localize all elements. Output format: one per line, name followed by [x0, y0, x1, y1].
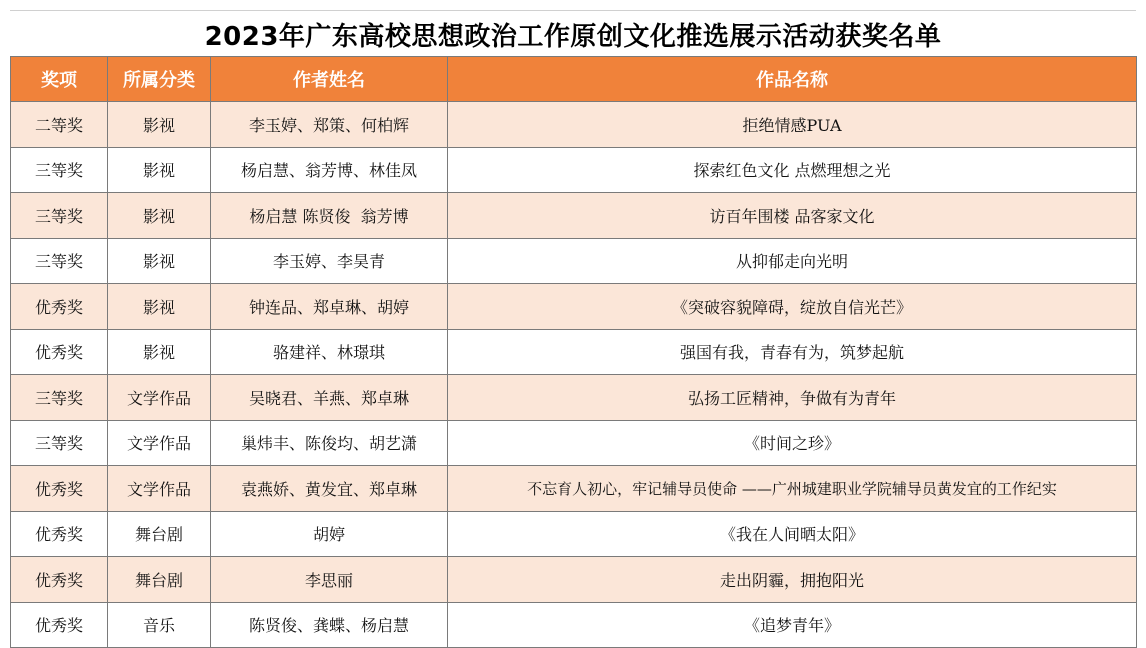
cell-work-title: 访百年围楼 品客家文化: [448, 193, 1137, 239]
awards-table: [10, 56, 1137, 648]
cell-authors: 袁燕娇、黄发宜、郑卓琳: [211, 466, 448, 512]
cell-authors: 钟连品、郑卓琳、胡婷: [211, 284, 448, 330]
cell-award: 三等奖: [11, 238, 108, 284]
cell-award: 三等奖: [11, 420, 108, 466]
cell-authors: 骆建祥、林璟琪: [211, 329, 448, 375]
table-row: [11, 466, 1137, 512]
table-row: [11, 193, 1137, 239]
cell-authors: 杨启慧、翁芳博、林佳凤: [211, 147, 448, 193]
table-row: [11, 511, 1137, 557]
cell-award: 三等奖: [11, 375, 108, 421]
cell-category: 舞台剧: [108, 557, 211, 603]
table-row: [11, 329, 1137, 375]
table-row: [11, 557, 1137, 603]
cell-category: 音乐: [108, 602, 211, 648]
cell-award: 优秀奖: [11, 557, 108, 603]
cell-category: 影视: [108, 193, 211, 239]
cell-category: 文学作品: [108, 466, 211, 512]
cell-work-title: 探索红色文化 点燃理想之光: [448, 147, 1137, 193]
header-authors: 作者姓名: [211, 57, 448, 102]
cell-authors: 吴晓君、羊燕、郑卓琳: [211, 375, 448, 421]
cell-category: 影视: [108, 329, 211, 375]
cell-work-title: 《追梦青年》: [448, 602, 1137, 648]
cell-work-title: 强国有我，青春有为，筑梦起航: [448, 329, 1137, 375]
cell-authors: 李思丽: [211, 557, 448, 603]
cell-work-title: 从抑郁走向光明: [448, 238, 1137, 284]
cell-category: 影视: [108, 238, 211, 284]
cell-award: 优秀奖: [11, 602, 108, 648]
cell-authors: 李玉婷、郑策、何柏辉: [211, 102, 448, 148]
cell-award: 优秀奖: [11, 329, 108, 375]
cell-work-title: 《时间之珍》: [448, 420, 1137, 466]
cell-award: 三等奖: [11, 147, 108, 193]
cell-category: 影视: [108, 102, 211, 148]
cell-work-title: 不忘育人初心，牢记辅导员使命 ——广州城建职业学院辅导员黄发宜的工作纪实: [448, 466, 1137, 512]
cell-work-title: 走出阴霾，拥抱阳光: [448, 557, 1137, 603]
table-row: [11, 602, 1137, 648]
page-title: 2023年广东高校思想政治工作原创文化推选展示活动获奖名单: [10, 10, 1136, 57]
cell-authors: 陈贤俊、龚蝶、杨启慧: [211, 602, 448, 648]
header-work-title: 作品名称: [448, 57, 1137, 102]
cell-work-title: 弘扬工匠精神，争做有为青年: [448, 375, 1137, 421]
cell-category: 文学作品: [108, 420, 211, 466]
table-row: [11, 284, 1137, 330]
header-category: 所属分类: [108, 57, 211, 102]
cell-award: 优秀奖: [11, 511, 108, 557]
cell-work-title: 拒绝情感PUA: [448, 102, 1137, 148]
cell-category: 影视: [108, 147, 211, 193]
table-header-row: [11, 57, 1137, 102]
cell-authors: 胡婷: [211, 511, 448, 557]
cell-work-title: 《突破容貌障碍，绽放自信光芒》: [448, 284, 1137, 330]
header-award: 奖项: [11, 57, 108, 102]
cell-award: 优秀奖: [11, 284, 108, 330]
cell-work-title: 《我在人间晒太阳》: [448, 511, 1137, 557]
cell-award: 三等奖: [11, 193, 108, 239]
cell-award: 优秀奖: [11, 466, 108, 512]
cell-authors: 杨启慧 陈贤俊 翁芳博: [211, 193, 448, 239]
cell-authors: 李玉婷、李昊青: [211, 238, 448, 284]
table-row: [11, 102, 1137, 148]
table-row: [11, 375, 1137, 421]
table-row: [11, 238, 1137, 284]
cell-category: 影视: [108, 284, 211, 330]
cell-category: 文学作品: [108, 375, 211, 421]
table-row: [11, 420, 1137, 466]
table-row: [11, 147, 1137, 193]
cell-authors: 巢炜丰、陈俊均、胡艺潇: [211, 420, 448, 466]
cell-award: 二等奖: [11, 102, 108, 148]
cell-category: 舞台剧: [108, 511, 211, 557]
